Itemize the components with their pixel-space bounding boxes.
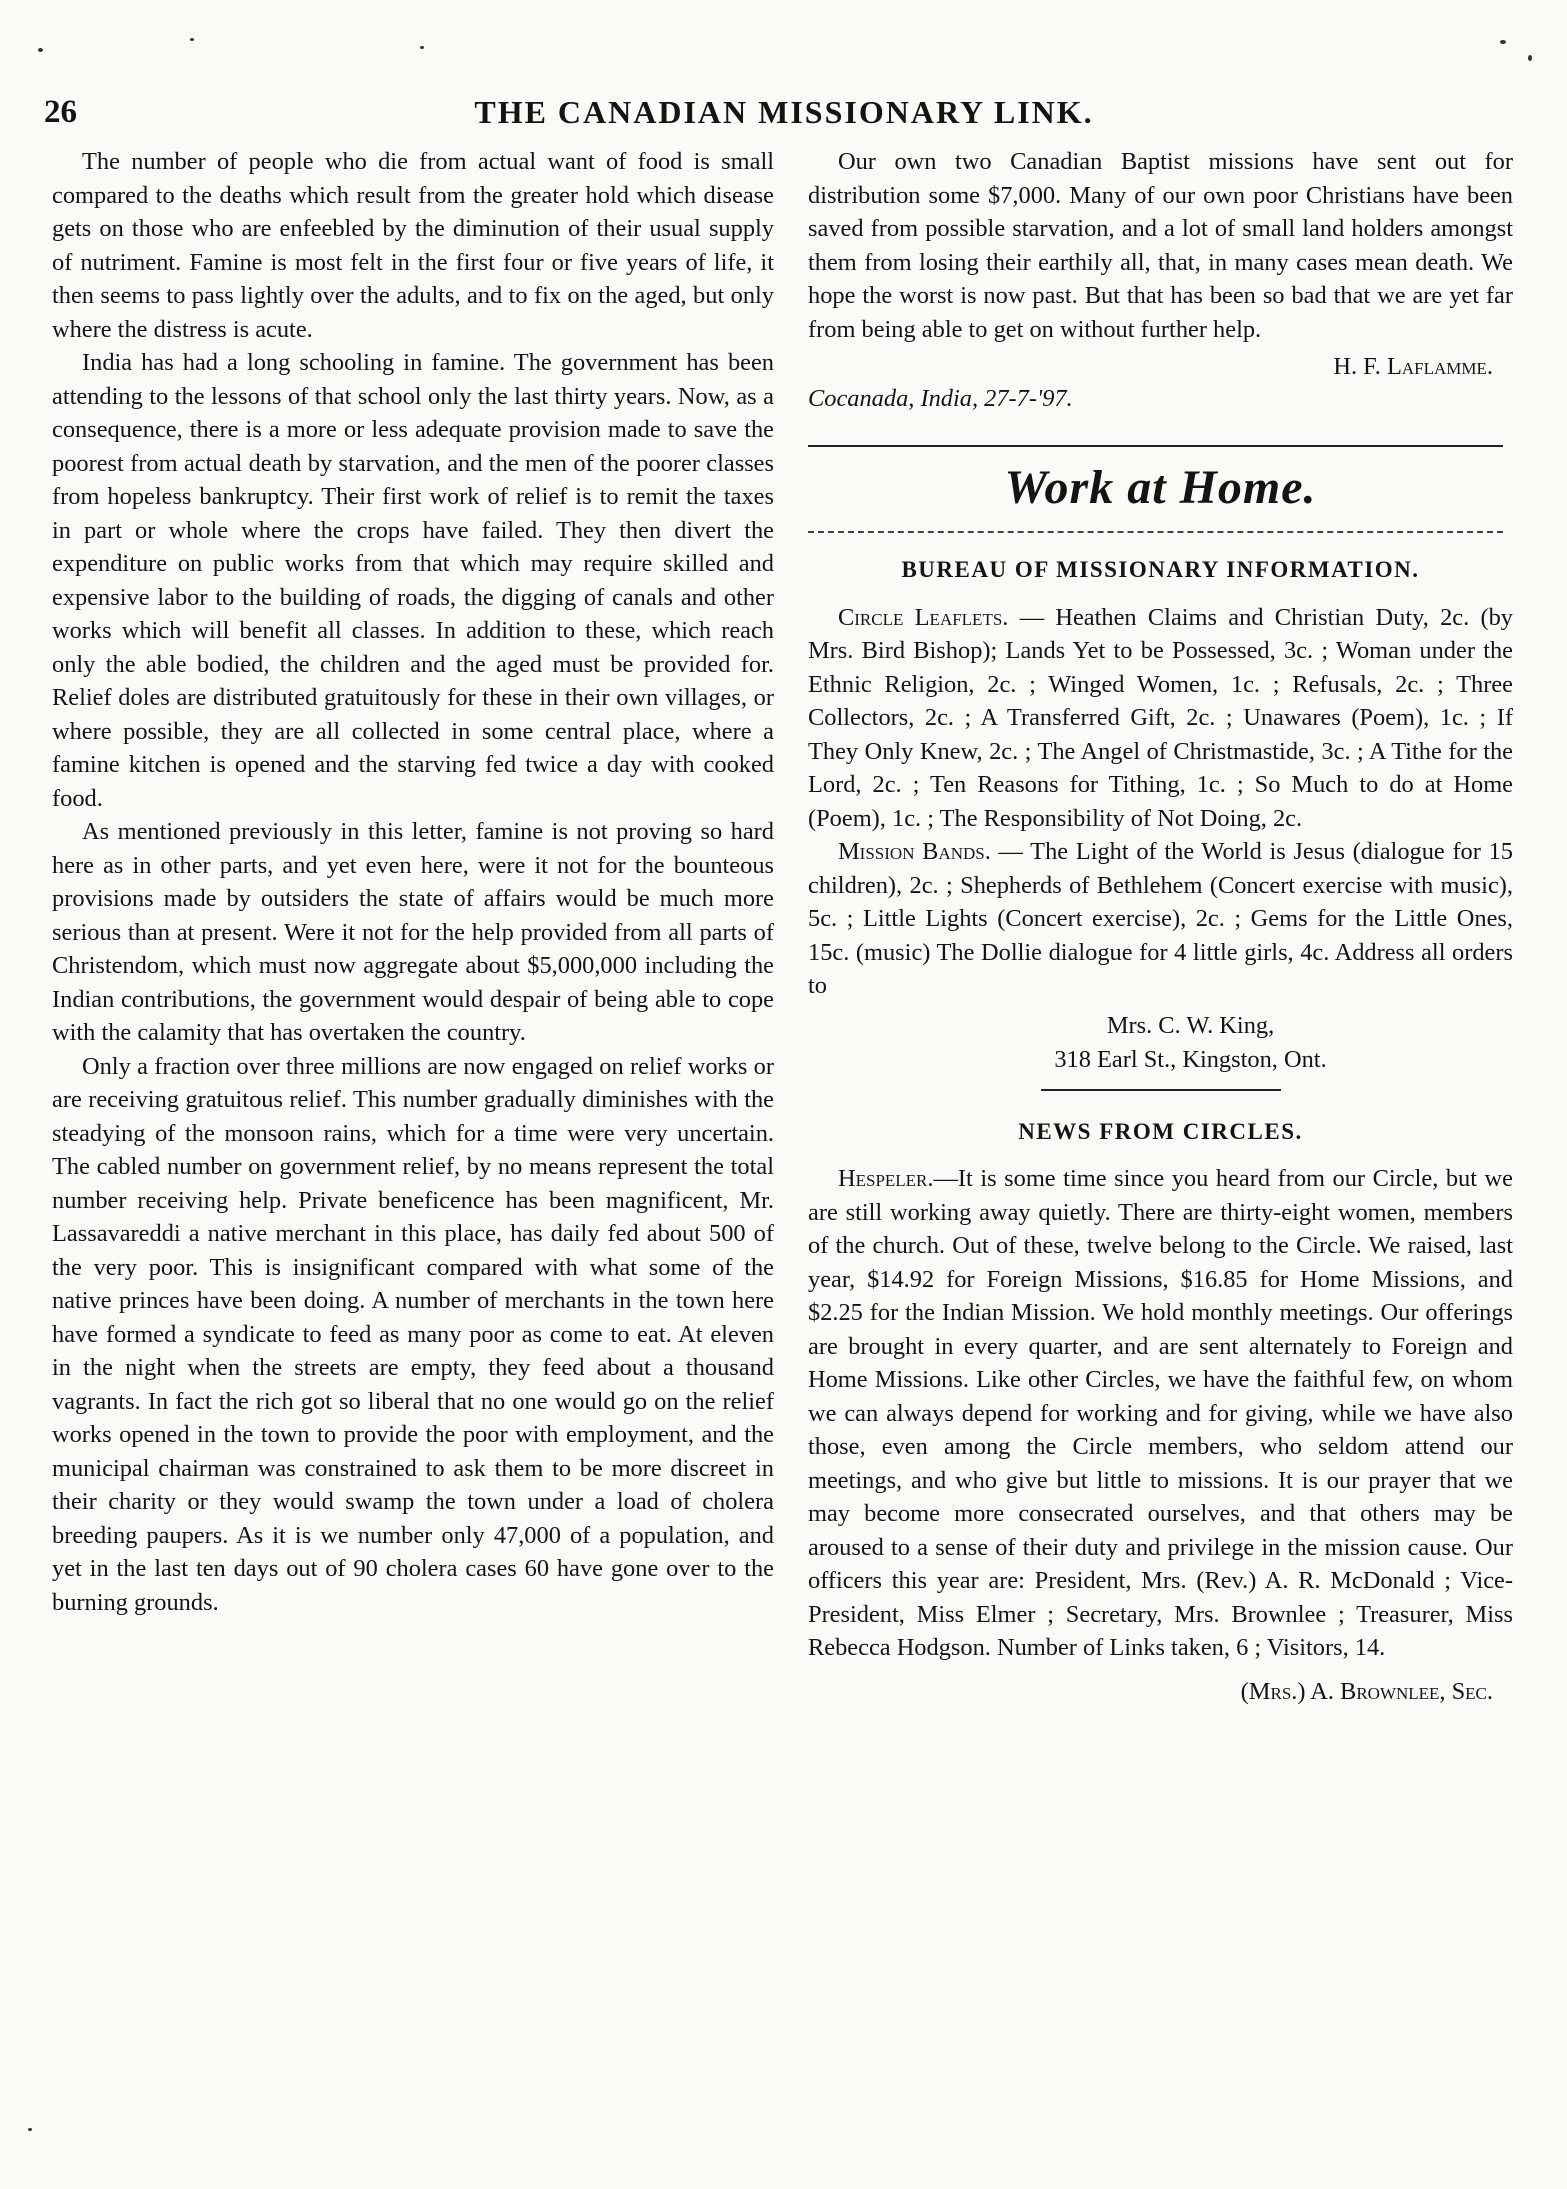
letter-signature: H. F. Laflamme. — [1333, 353, 1493, 380]
speck — [420, 46, 424, 49]
paragraph: As mentioned previously in this letter, famine is not proving so hard here as in other parts, and yet even here, were it not for the bounteous provisions made by outsiders the state of affairs would be much more serious than at present. Were it not for the help provided from all parts of Christendom, which must now aggregate about $5,000,000 including the Indian contributions, the government would despair of being able to cope with the calamity that has overtaken the country. — [52, 818, 774, 1046]
speck — [1528, 55, 1532, 61]
right-column — [808, 145, 1513, 1708]
address-line: 318 Earl St., Kingston, Ont. — [1054, 1045, 1327, 1073]
page-number: 26 — [44, 94, 77, 130]
bureau-heading: BUREAU OF MISSIONARY INFORMATION. — [901, 557, 1420, 582]
paragraph: India has had a long schooling in famine. The government has been attending to the lessons of that school only the last thirty years. Now, as a consequence, there is a more or less adequate provision made to save the poorest from actual death by starvation, and the men of the poorer classes from hopeless bankruptcy. Their first work of relief is to remit the taxes in part or whole where the crops have failed. They then divert the expenditure on public works from that which may require skilled and expensive labor to the building of roads, the digging of canals and other works which will benefit all classes. In addition to these, which reach only the able bodied, the children and the aged must be provided for. Relief doles are distributed gratuitously for these in their own villages, or where possible, they are all collected in some central place, where a famine kitchen is opened and the starving fed twice a day with cooked food. — [52, 349, 774, 812]
divider — [808, 531, 1503, 533]
speck — [28, 2128, 32, 2131]
mission-bands-text: — The Light of the World is Jesus (dialogue for 15 children), 2c. ; Shepherds of Bethlehem (Concert exercise with music), 5c. ; Little Lights (Concert exercise), 2c. ; Gems for the Little Ones, 15c. (music) The Dollie dialogue for 4 little girls, 4c. Address all orders to — [808, 838, 1513, 999]
divider — [808, 445, 1503, 447]
journal-title: THE CANADIAN MISSIONARY LINK. — [474, 94, 1094, 130]
page-header — [44, 94, 1524, 134]
divider — [1041, 1089, 1281, 1091]
address-line: Mrs. C. W. King, — [1106, 1011, 1275, 1039]
closing-signature: (Mrs.) A. Brownlee, Sec. — [1240, 1677, 1493, 1705]
speck — [38, 48, 43, 52]
circle-leaflets-text: — Heathen Claims and Christian Duty, 2c. (by Mrs. Bird Bishop); Lands Yet to be Possessed, 3c. ; Woman under the Ethnic Religion, 2c. ; Winged Women, 1c. ; Refusals, 2c. ; Three Collectors, 2c. ; A Transferred Gift, 2c. ; Unawares (Poem), 1c. ; If They Only Knew, 2c. ; The Angel of Christmastide, 3c. ; A Tithe for the Lord, 2c. ; Ten Reasons for Tithing, 1c. ; So Much to do at Home (Poem), 1c. ; The Responsibility of Not Doing, 2c. — [808, 603, 1514, 832]
speck — [190, 38, 194, 41]
mission-bands-label: Mission Bands. — [838, 838, 991, 865]
speck — [1500, 40, 1506, 44]
letter-place-date: Cocanada, India, 27-7-'97. — [808, 384, 1073, 412]
hespeler-paragraph — [808, 1162, 1513, 1665]
hespeler-label: Hespeler. — [838, 1165, 934, 1192]
letter-end-paragraph: Our own two Canadian Baptist missions have sent out for distribution some $7,000. Many of our own poor Christians have been saved from possible starvation, and a lot of small land holders amongst them from losing their earthily all, that, in many cases mean death. We hope the worst is now past. But that has been so bad that we are yet far from being able to get on without further help. — [808, 148, 1513, 343]
paragraph: The number of people who die from actual want of food is small compared to the deaths which result from the greater hold which disease gets on those who are enfeebled by the diminution of their usual supply of nutriment. Famine is most felt in the first four or five years of life, it then seems to pass lightly over the adults, and to fix on the aged, but only where the distress is acute. — [52, 148, 774, 343]
mission-bands-paragraph — [808, 835, 1513, 1003]
hespeler-text: —It is some time since you heard from our Circle, but we are still working away quietly. There are thirty-eight women, members of the church. Out of these, twelve belong to the Circle. We raised, last year, $14.92 for Foreign Missions, $16.85 for Home Missions, and $2.25 for the Indian Mission. We hold monthly meetings. Our offerings are brought in every quarter, and are sent alternately to Foreign and Home Missions. Like other Circles, we have the faithful few, on whom we can always depend for working and for giving, while we have also those, even among the Circle members, who seldom attend our meetings, and who give but little to missions. It is our prayer that we may become more consecrated ourselves, and that others may be aroused to a sense of their duty and privilege in the mission cause. Our officers this year are: President, Mrs. (Rev.) A. R. McDonald ; Vice-President, Miss Elmer ; Secretary, Mrs. Brownlee ; Treasurer, Miss Rebecca Hodgson. Number of Links taken, 6 ; Visitors, 14. — [808, 1165, 1513, 1661]
circle-leaflets-paragraph — [808, 601, 1513, 836]
news-heading: NEWS FROM CIRCLES. — [1018, 1118, 1303, 1144]
address — [868, 1009, 1513, 1077]
circle-leaflets-label: Circle Leaflets. — [838, 603, 1009, 631]
paragraph: Only a fraction over three millions are now engaged on relief works or are receiving gratuitous relief. This number gradually diminishes with the steadying of the monsoon rains, which for a time were very uncertain. The cabled number on government relief, by no means represent the total number receiving help. Private beneficence has been magnificent, Mr. Lassavareddi a native merchant in this place, has daily fed about 500 of the very poor. This is insignificant compared with what some of the native princes have been doing. A number of merchants in the town here have formed a syndicate to feed as many poor as come to eat. At eleven in the night when the streets are empty, they feed about a thousand vagrants. In fact the rich got so liberal that no one would go on the relief works opened in the town to provide the poor with employment, and the municipal chairman was constrained to ask them to be more discreet in their charity or they would swamp the town under a load of cholera breeding paupers. As it is we number only 47,000 of a population, and yet in the last ten days out of 90 cholera cases 60 have gone over to the burning grounds. — [52, 1052, 774, 1616]
left-column — [52, 145, 774, 1619]
section-title: Work at Home. — [1004, 461, 1317, 514]
